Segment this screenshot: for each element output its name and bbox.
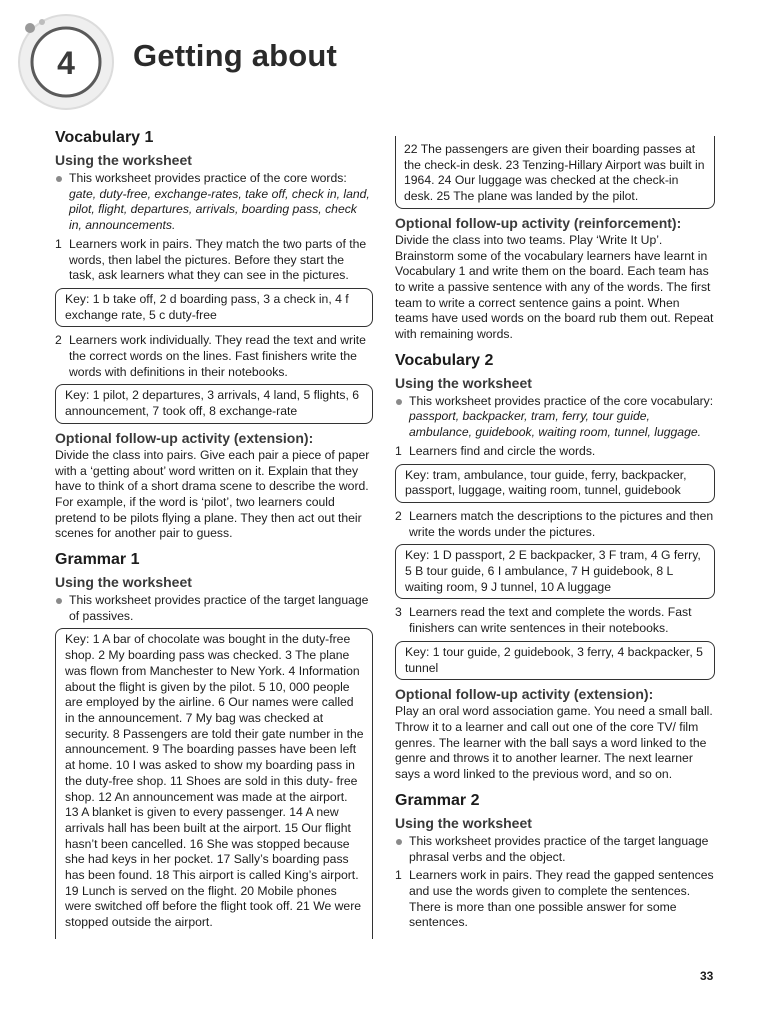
bullet-icon [396, 839, 402, 845]
grammar-2-step-1 [395, 868, 715, 931]
grammar-answer-key-box: Key: 1 A bar of chocolate was bought in the duty-free shop. 2 My boarding pass was checked. 3 The plane was flown from Manchester to New York. 4 Information about the flight is given by the pilot. 5 10, 000 people are employed by the airline. 6 Our names were called in the announcement. 7 My bag was checked at security. 8 Passengers are told their gate number in the announcement. 9 The boarding passes have been left at home. 10 I was asked to show my boarding pass in the duty-free shop. 11 Shoes are sold in this duty- free shop. 12 An announcement was made at the airport. 13 A blanket is given to every passenger. 14 A new arrivals hall has been built at the airport. 15 Our flight hasn’t been cancelled. 16 She was stopped because she had keys in her pocket. 17 Sally’s boarding pass has been found. 18 This airport is called King’s airport. 19 Lunch is served on the flight. 20 Mobile phones were switched off before the flight took off. 21 We were stopped outside the airport. [55, 628, 373, 938]
optional-activity-heading: Optional follow-up activity (extension): [395, 686, 654, 703]
step-text: Learners work individually. They read the text and write the correct words on the lines. Fast finishers write the words with definitions in their notebooks. [69, 333, 366, 379]
optional-activity-text: Play an oral word association game. You need a small ball. Throw it to a learner and call out one of the core TV/ film genres. The learner with the ball says a word linked to the genre and throws it to another learner. The next learner says a word linked to the previous word, and so on. [395, 704, 713, 782]
right-column [395, 136, 715, 934]
step-number: 2 [395, 508, 402, 523]
bullet-intro: This worksheet provides practice of the core words: [69, 171, 347, 185]
unit-badge [16, 12, 116, 112]
vocabulary-2-step-1 [395, 444, 715, 460]
vocabulary-1-step-1 [55, 237, 373, 284]
grammar-1-using-heading: Using the worksheet [55, 574, 192, 591]
left-column [55, 128, 373, 945]
step-number: 2 [55, 333, 62, 348]
unit-number: 4 [57, 45, 75, 81]
bullet-text: This worksheet provides practice of the target language phrasal verbs and the object. [409, 833, 709, 864]
step-number: 1 [395, 443, 402, 458]
vocabulary-1-bullet [55, 171, 373, 234]
vocabulary-2-step-3 [395, 605, 715, 636]
vocabulary-1-using-heading: Using the worksheet [55, 152, 192, 168]
step-text: Learners work in pairs. They match the two parts of the words, then label the pictures. Before they start the task, ask learners what they can see in the pictures. [69, 236, 367, 283]
core-words: passport, backpacker, tram, ferry, tour guide, ambulance, guidebook, waiting room, tunnel, luggage. [409, 409, 702, 440]
optional-activity-heading: Optional follow-up activity (extension): [55, 429, 314, 446]
grammar-2-heading: Grammar 2 [395, 791, 480, 809]
optional-activity-heading: Optional follow-up activity (reinforcement): [395, 214, 682, 231]
step-number: 1 [55, 236, 62, 251]
bullet-icon [56, 598, 62, 604]
step-text: Learners work in pairs. They read the gapped sentences and use the words given to complete the sentences. There is more than one possible answer for some sentences. [409, 868, 714, 930]
grammar-answer-key-box-continued: 22 The passengers are given their boarding passes at the check-in desk. 23 Tenzing-Hillary Airport was built in 1964. 24 Our luggage was checked at the check-in desk. 25 The plane was landed by the pilot. [395, 136, 715, 209]
core-words: gate, duty-free, exchange-rates, take off, check in, land, pilot, flight, departures, arrivals, boarding pass, check in, announcements. [69, 186, 370, 233]
grammar-2-bullet [395, 834, 715, 865]
answer-key-box: Key: 1 b take off, 2 d boarding pass, 3 a check in, 4 f exchange rate, 5 c duty-free [55, 288, 373, 327]
optional-activity-text: Divide the class into pairs. Give each pair a piece of paper with a ‘getting about’ word written on it. Explain that they have to think of a short drama scene to describe the word. For example, if the word is ‘pilot’, two learners could pretend to be pilots flying a plane. They then act out their scenes for another pair to guess. [55, 447, 370, 541]
step-text: Learners read the text and complete the words. Fast finishers can write sentences in their notebooks. [409, 605, 692, 636]
answer-key-box: Key: 1 tour guide, 2 guidebook, 3 ferry, 4 backpacker, 5 tunnel [395, 641, 715, 680]
step-text: Learners find and circle the words. [409, 443, 596, 458]
vocabulary-2-bullet [395, 394, 715, 441]
vocabulary-2-heading: Vocabulary 2 [395, 351, 494, 369]
step-number: 3 [395, 605, 402, 620]
grammar-2-using-heading: Using the worksheet [395, 814, 532, 831]
bullet-icon [56, 176, 62, 182]
vocabulary-1-heading: Vocabulary 1 [55, 129, 154, 146]
answer-key-box: Key: 1 D passport, 2 E backpacker, 3 F tram, 4 G ferry, 5 B tour guide, 6 I ambulance, 7 H guidebook, 8 L waiting room, 9 J tunnel, 10 A luggage [395, 544, 715, 599]
step-text: Learners match the descriptions to the pictures and then write the words under the pictures. [409, 508, 714, 539]
vocabulary-2-using-heading: Using the worksheet [395, 374, 532, 391]
bullet-icon [396, 399, 402, 405]
grammar-1-bullet [55, 593, 373, 624]
bullet-intro: This worksheet provides practice of the core vocabulary: [409, 393, 714, 408]
optional-activity-text: Divide the class into two teams. Play ‘Write It Up’. Brainstorm some of the vocabulary learners have learnt in Vocabulary 1 and write them on the board. Each team has to write a passive sentence with any of the words. The first team to write a correct sentence gains a point. When teams have used words on the board rub them out. Repeat with remaining words. [395, 232, 714, 342]
step-number: 1 [395, 868, 402, 883]
page-title: Getting about [133, 38, 338, 73]
vocabulary-1-step-2 [55, 333, 373, 380]
bullet-text: This worksheet provides practice of the target language of passives. [69, 593, 369, 623]
answer-key-box: Key: tram, ambulance, tour guide, ferry, backpacker, passport, luggage, waiting room, tunnel, guidebook [395, 464, 715, 503]
vocabulary-2-step-2 [395, 509, 715, 540]
grammar-1-heading: Grammar 1 [55, 551, 140, 569]
page-number: 33 [700, 969, 714, 983]
answer-key-box: Key: 1 pilot, 2 departures, 3 arrivals, 4 land, 5 flights, 6 announcement, 7 took off, 8 exchange-rate [55, 384, 373, 423]
